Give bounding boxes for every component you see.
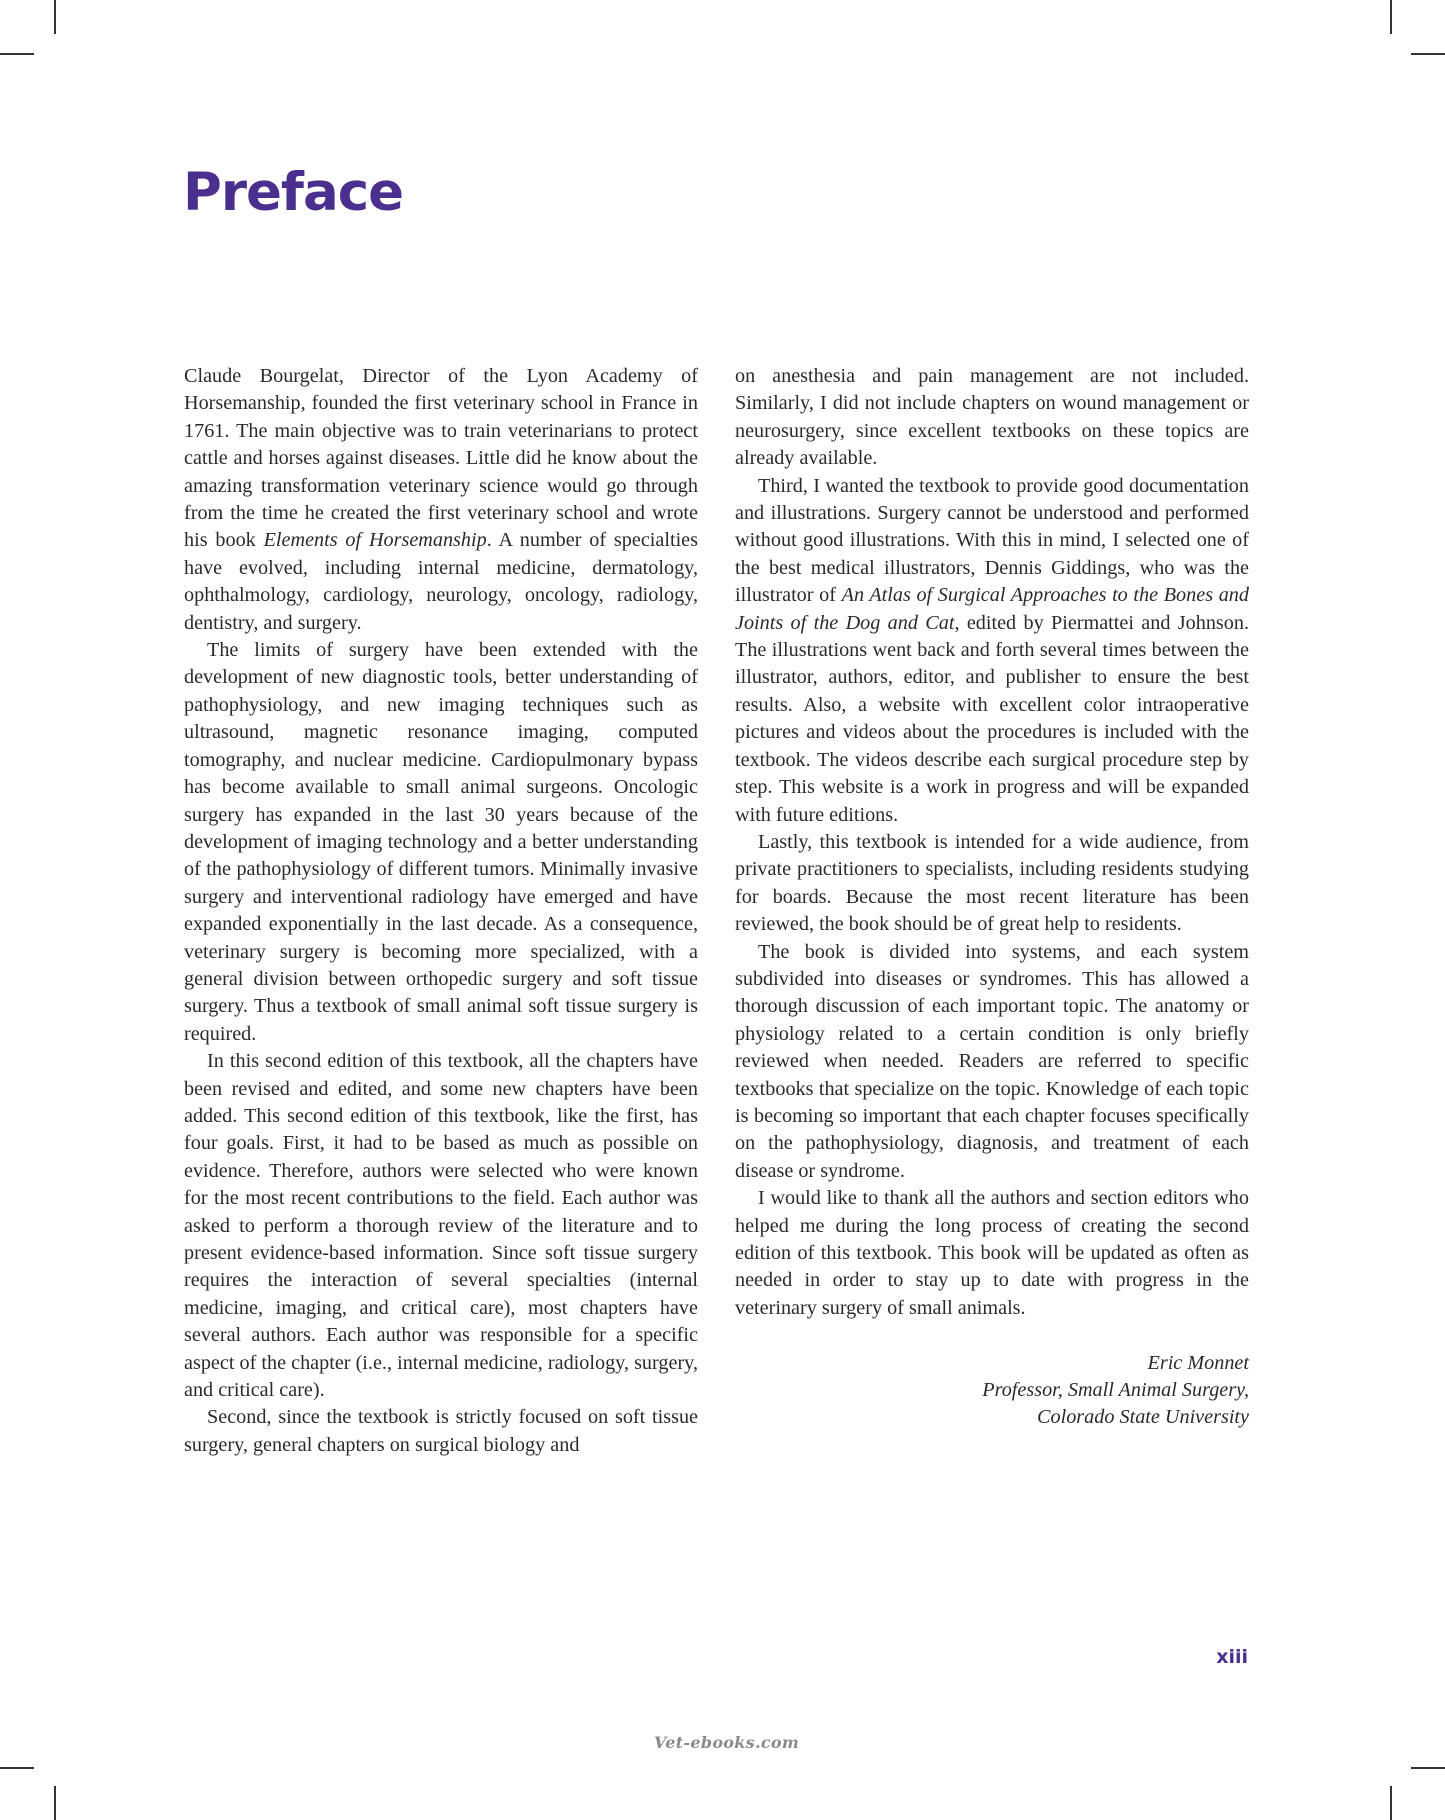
paragraph-7: The book is divided into systems, and each system subdivided into diseases or syndromes. This has allowed a thorough discussion of each important topic. The anatomy or physiology related to a certain condition is only briefly reviewed when needed. Readers are referred to specific textbooks that specialize on the topic. Knowledge of each topic is becoming so important that each chapter focuses specifically on the pathophysiology, diagnosis, and treatment of each disease or syndrome. [735, 940, 1249, 1182]
left-column [184, 363, 698, 1459]
crop-mark-bottom-left-v [54, 1786, 56, 1820]
paragraph-5-text-a: Third, I wanted the textbook to provide good documentation and illustrations. Surgery cannot be understood and performed without good illustrations. With this in mind, I selected one of the best medical illustrators, Dennis Giddings, who was the illustrator of [735, 474, 1249, 607]
paragraph-5-text-b: , edited by Piermattei and Johnson. The illustrations went back and forth several times between the illustrator, authors, editor, and publisher to ensure the best results. Also, a website with excellent color intraoperative pictures and videos about the procedures is included with the textbook. The videos describe each surgical procedure step by step. This website is a work in progress and will be expanded with future editions. [735, 611, 1249, 826]
book-title-atlas-of-surgical-approaches: An Atlas of Surgical Approaches to the Bones and Joints of the Dog and Cat [735, 584, 1249, 634]
signature-block [735, 1350, 1249, 1432]
paragraph-5 [735, 473, 1249, 829]
paragraph-1-text-a: Claude Bourgelat, Director of the Lyon Academy of Horsemanship, founded the first veterinary school in France in 1761. The main objective was to train veterinarians to protect cattle and horses against diseases. Little did he know about the amazing transformation veterinary science would go through from the time he created the first veterinary school and wrote his book [184, 365, 698, 552]
paragraph-3: In this second edition of this textbook, all the chapters have been revised and edited, and some new chapters have been added. This second edition of this textbook, like the first, has four goals. First, it had to be based as much as possible on evidence. Therefore, authors were selected who were known for the most recent contributions to the field. Each author was asked to perform a thorough review of the literature and to present evidence-based information. Since soft tissue surgery requires the interaction of several specialties (internal medicine, imaging, and critical care), most chapters have several authors. Each author was responsible for a specific aspect of the chapter (i.e., internal medicine, radiology, surgery, and critical care). [184, 1050, 698, 1402]
paragraph-6: Lastly, this textbook is intended for a wide audience, from private practitioners to specialists, including residents studying for boards. Because the most recent literature has been reviewed, the book should be of great help to residents. [735, 830, 1249, 936]
signature-institution: Colorado State University [1037, 1406, 1249, 1429]
crop-mark-bottom-right-v [1390, 1786, 1392, 1820]
crop-mark-top-right-v [1390, 0, 1392, 34]
page-number: xiii [1216, 1646, 1248, 1668]
signature-position: Professor, Small Animal Surgery, [982, 1379, 1249, 1402]
book-title-elements-of-horsemanship: Elements of Horsemanship [263, 529, 487, 552]
paragraph-8: I would like to thank all the authors and section editors who helped me during the long process of creating the second edition of this textbook. This book will be updated as often as needed in order to stay up to date with progress in the veterinary surgery of small animals. [735, 1187, 1249, 1319]
watermark-logo: Vet-ebooks.com [654, 1733, 800, 1752]
paragraph-4-continued: on anesthesia and pain management are not included. Similarly, I did not include chapters on wound management or neurosurgery, since excellent textbooks on these topics are already available. [735, 365, 1249, 470]
paragraph-1-text-b: . A number of specialties have evolved, including internal medicine, dermatology, ophthalmology, cardiology, neurology, oncology, radiology, dentistry, and surgery. [184, 529, 698, 634]
paragraph-2: The limits of surgery have been extended with the development of new diagnostic tools, better understanding of pathophysiology, and new imaging techniques such as ultrasound, magnetic resonance imaging, computed tomography, and nuclear medicine. Cardiopulmonary bypass has become available to small animal surgeons. Oncologic surgery has expanded in the last 30 years because of the development of imaging technology and a better understanding of the pathophysiology of different tumors. Minimally invasive surgery and interventional radiology have emerged and have expanded exponentially in the last decade. As a consequence, veterinary surgery is becoming more specialized, with a general division between orthopedic surgery and soft tissue surgery. Thus a textbook of small animal soft tissue surgery is required. [184, 639, 698, 1045]
paragraph-4: Second, since the textbook is strictly focused on soft tissue surgery, general chapters on surgical biology and [184, 1406, 698, 1456]
right-column [735, 363, 1249, 1432]
crop-mark-bottom-left-h [0, 1767, 34, 1769]
page-title: Preface [183, 162, 404, 223]
signature-name: Eric Monnet [1147, 1351, 1249, 1374]
paragraph-1 [184, 363, 698, 637]
crop-mark-top-left-v [54, 0, 56, 34]
crop-mark-top-right-h [1411, 53, 1445, 55]
crop-mark-bottom-right-h [1411, 1767, 1445, 1769]
crop-mark-top-left-h [0, 53, 34, 55]
